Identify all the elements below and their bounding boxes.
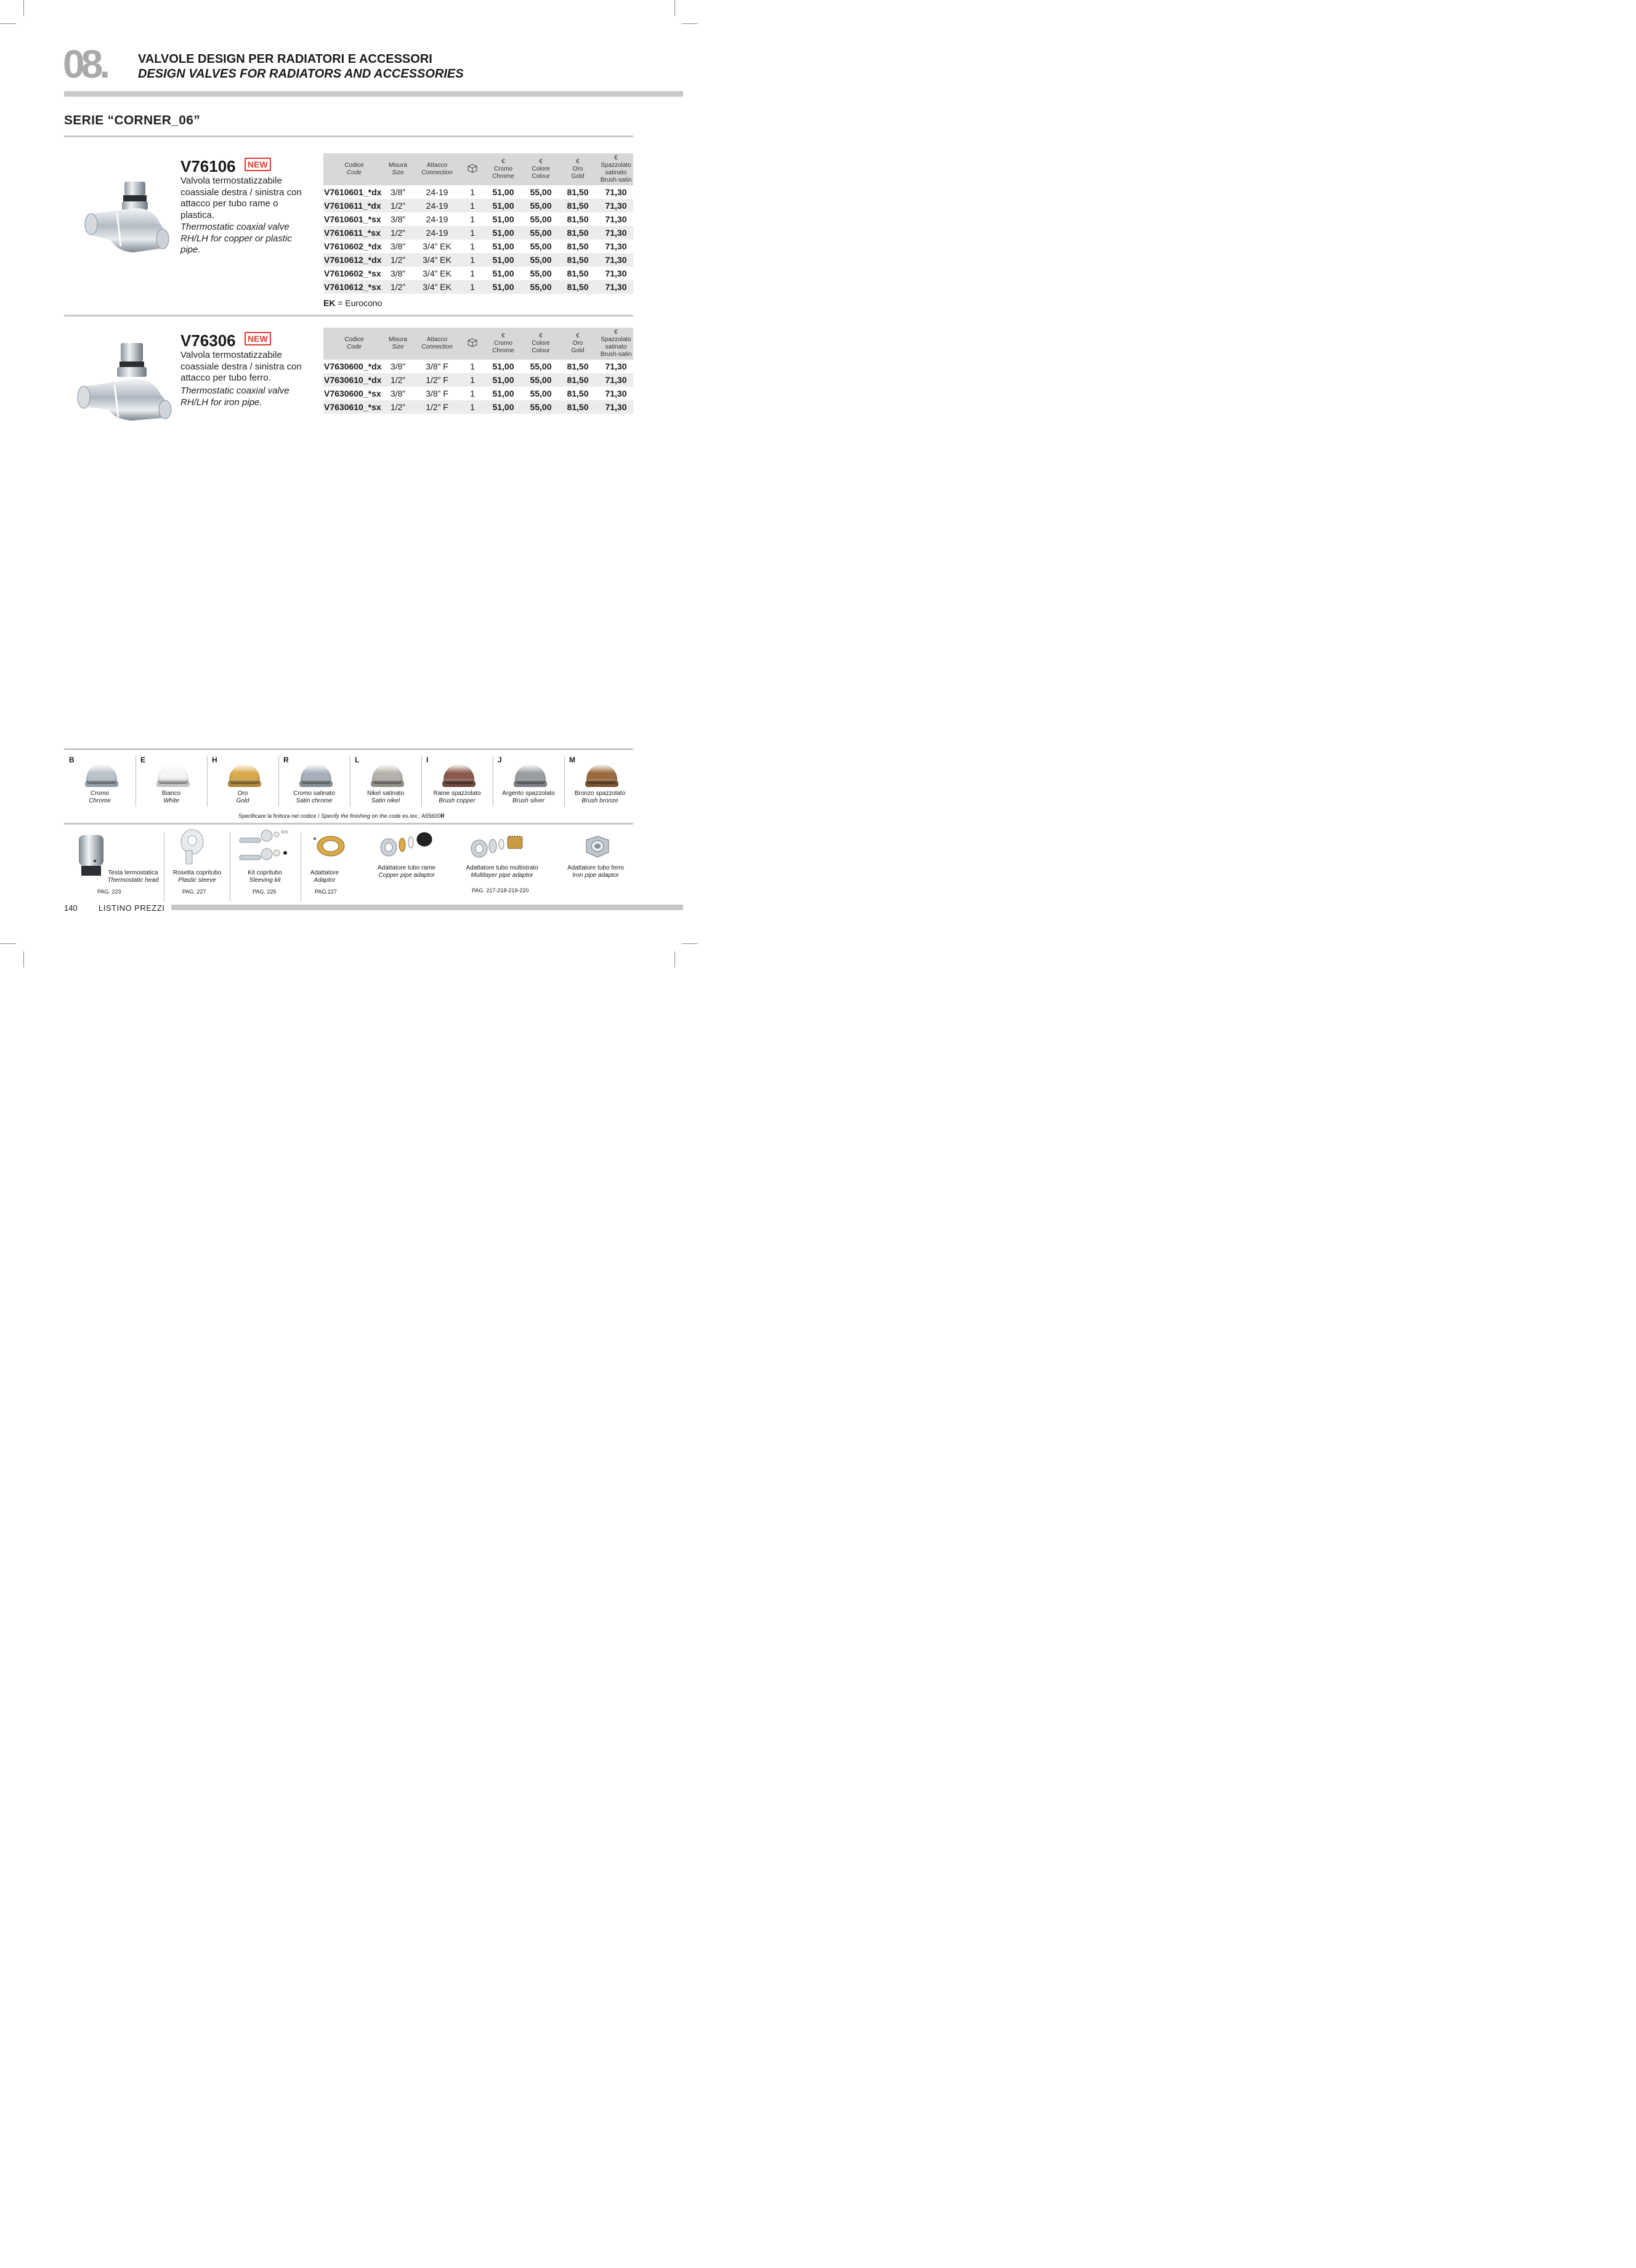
col-gold: € Oro Gold: [557, 328, 599, 360]
accessory-name-en: Multilayer pipe adaptor: [471, 872, 533, 879]
col-chrome: € Cromo Chrome: [482, 328, 525, 360]
col-code: Codice Code: [323, 153, 385, 185]
crop-mark: [0, 23, 16, 24]
cell-code: V7630600_*dx: [324, 361, 382, 371]
cell-connection: 3/4” EK: [423, 241, 452, 251]
table-row: [323, 212, 633, 226]
series-divider: [64, 135, 633, 137]
col-brush: € Spazzolato satinato Brush-satin: [599, 153, 633, 185]
finish-code-letter: I: [426, 756, 429, 764]
accessory-page-ref: PAG. 227: [182, 889, 206, 895]
finish-swatch: [564, 753, 636, 809]
cell-code: V7610601_*dx: [324, 187, 382, 197]
accessory-name-en: Plastic sleeve: [178, 877, 216, 884]
cell-price-colour: 55,00: [525, 400, 557, 414]
col-connection: Attacco Connection: [411, 328, 463, 360]
product-image-v76306: [75, 342, 180, 422]
cell-size: 3/8”: [390, 214, 406, 224]
accessory-page-ref: PAG.227: [315, 889, 337, 895]
accessory-name-it: Adattatore: [310, 870, 339, 876]
cell-price-gold: 81,50: [557, 226, 599, 240]
finish-note: Specificare la finitura nel codice / Specify the finishing on the code es./ex.: A55600R: [238, 813, 445, 819]
product-image-v76106: [80, 172, 179, 256]
finish-code-letter: H: [212, 756, 217, 764]
cell-package: 1: [463, 400, 482, 414]
cell-price-gold: 81,50: [557, 400, 599, 414]
cell-package: 1: [463, 226, 482, 240]
cell-price-brush: 71,30: [599, 280, 633, 294]
thermostatic-head-image: [76, 833, 107, 879]
cell-size: 3/8”: [390, 268, 406, 278]
cell-size: 3/8”: [390, 187, 406, 197]
accessory-page-ref: PAG. 217-218-219-220: [472, 887, 529, 894]
finish-cap-image: [586, 764, 617, 788]
cell-package: 1: [470, 187, 475, 197]
finish-name-en: Brush silver: [512, 797, 545, 804]
finish-cap-image: [515, 764, 546, 788]
table-row: [323, 400, 633, 414]
chapter-title-en: DESIGN VALVES FOR RADIATORS AND ACCESSORIES: [138, 67, 464, 81]
cell-price-brush: 71,30: [599, 400, 633, 414]
cell-package: 1: [470, 361, 475, 371]
cell-code: V7610602_*sx: [324, 268, 381, 278]
cell-price-gold: 81,50: [557, 280, 599, 294]
cell-price-colour: 55,00: [525, 373, 557, 387]
cell-price-gold: 81,50: [567, 268, 589, 278]
cell-size: 3/8”: [390, 361, 406, 371]
cell-connection: 3/8” F: [426, 361, 448, 371]
finish-code-letter: J: [498, 756, 502, 764]
price-table-v76106: [323, 153, 633, 294]
eurocono-note: EK = Eurocono: [323, 298, 383, 308]
cell-price-chrome: 51,00: [492, 361, 514, 371]
accessory-name-it: Testa termostatica: [108, 870, 158, 876]
finish-code-letter: E: [140, 756, 146, 764]
cell-price-chrome: 51,00: [482, 280, 525, 294]
col-size: Misura Size: [385, 153, 411, 185]
product-description-it: Valvola termostatizzabile coassiale destra / sinistra con attacco per tubo rame o plastica.: [180, 176, 302, 220]
accessory-name-en: Copper pipe adaptor: [378, 872, 435, 879]
table-row: [323, 387, 633, 400]
product-code-v76306: V76306: [180, 331, 236, 350]
table-header-row: [323, 328, 633, 360]
product-code-v76106: V76106: [180, 157, 236, 176]
finish-name-it: Oro: [237, 790, 248, 797]
cell-connection: 24-19: [411, 226, 463, 240]
cell-code: V7630610_*sx: [323, 400, 385, 414]
cell-code: V7630610_*dx: [323, 373, 385, 387]
accessory-page-ref: PAG. 225: [253, 889, 277, 895]
cell-price-gold: 81,50: [557, 373, 599, 387]
accessory-name-it: Rosetta copritubo: [172, 870, 222, 876]
footer-bar: [171, 905, 683, 910]
table-row: [323, 360, 633, 373]
product-description-en: Thermostatic coaxial valve RH/LH for iron pipe.: [180, 385, 290, 408]
cell-price-colour: 55,00: [530, 389, 552, 398]
accessory-name-it: Adattatore tubo ferro: [567, 865, 624, 871]
cell-connection: 1/2” F: [411, 373, 463, 387]
cell-code: V7610611_*dx: [323, 199, 385, 212]
finish-swatch: [493, 753, 564, 809]
cell-size: 3/8”: [390, 389, 406, 398]
cell-package: 1: [470, 389, 475, 398]
cell-price-gold: 81,50: [557, 253, 599, 267]
finish-swatch: [421, 753, 493, 809]
accessory-name-it: Kit copritubo: [248, 870, 282, 876]
accessory-name-it: Adattatore tubo rame: [378, 865, 435, 871]
crop-mark: [682, 943, 698, 944]
cell-code: V7630600_*sx: [324, 389, 381, 398]
cell-price-brush: 71,30: [599, 226, 633, 240]
new-badge: NEW: [245, 332, 271, 345]
cell-price-chrome: 51,00: [492, 268, 514, 278]
cell-price-chrome: 51,00: [492, 187, 514, 197]
col-size: Misura Size: [385, 328, 411, 360]
col-colour: € Colore Colour: [525, 153, 557, 185]
cell-price-chrome: 51,00: [482, 373, 525, 387]
chapter-title-it: VALVOLE DESIGN PER RADIATORI E ACCESSORI: [138, 52, 432, 66]
cell-price-brush: 71,30: [605, 241, 627, 251]
table-row: [323, 280, 633, 294]
box-icon: [467, 337, 478, 347]
cell-connection: 24-19: [411, 199, 463, 212]
cell-price-colour: 55,00: [530, 361, 552, 371]
finishes-top-divider: [64, 748, 633, 750]
table-row: [323, 199, 633, 212]
cell-price-colour: 55,00: [530, 241, 552, 251]
cell-price-brush: 71,30: [605, 187, 627, 197]
crop-mark: [23, 0, 24, 16]
separator: [207, 756, 208, 807]
finish-cap-image: [301, 764, 331, 788]
cell-price-chrome: 51,00: [492, 214, 514, 224]
accessory-name-en: Adaptor: [314, 877, 336, 884]
cell-size: 3/8”: [390, 241, 406, 251]
cell-price-colour: 55,00: [525, 280, 557, 294]
cell-connection: 3/4” EK: [411, 253, 463, 267]
finish-code-letter: R: [283, 756, 289, 764]
cell-price-brush: 71,30: [605, 389, 627, 398]
cell-connection: 1/2” F: [411, 400, 463, 414]
multilayer-pipe-adaptor-image: [469, 833, 531, 863]
finish-name-it: Bianco: [161, 790, 181, 797]
cell-size: 1/2”: [385, 373, 411, 387]
col-colour: € Colore Colour: [525, 328, 557, 360]
separator: [564, 756, 565, 807]
cell-connection: 3/8” F: [426, 389, 448, 398]
cell-price-chrome: 51,00: [482, 199, 525, 212]
finish-code-letter: B: [69, 756, 75, 764]
cell-price-colour: 55,00: [525, 199, 557, 212]
finish-swatch: [207, 753, 278, 809]
copper-pipe-adaptor-image: [379, 830, 434, 861]
cell-price-colour: 55,00: [530, 214, 552, 224]
col-connection: Attacco Connection: [411, 153, 463, 185]
cell-price-chrome: 51,00: [492, 389, 514, 398]
col-chrome: € Cromo Chrome: [482, 153, 525, 185]
cell-code: V7610601_*sx: [324, 214, 381, 224]
page-number: 140: [64, 903, 78, 913]
finish-name-en: Satin chrome: [296, 797, 333, 804]
cell-package: 1: [470, 268, 475, 278]
finish-cap-image: [86, 764, 117, 788]
price-table-v76306: [323, 328, 633, 414]
finish-name-en: Gold: [236, 797, 249, 804]
finish-name-it: Cromo: [90, 790, 109, 797]
cell-price-brush: 71,30: [605, 361, 627, 371]
table-row: [323, 240, 633, 253]
col-code: Codice Code: [323, 328, 385, 360]
crop-mark: [674, 0, 675, 16]
cell-price-gold: 81,50: [557, 199, 599, 212]
accessory-page-ref: PAG. 223: [97, 889, 121, 895]
cell-price-gold: 81,50: [567, 187, 589, 197]
cell-code: V7610602_*dx: [324, 241, 382, 251]
table-row: [323, 267, 633, 280]
cell-price-chrome: 51,00: [492, 241, 514, 251]
cell-size: 1/2”: [385, 253, 411, 267]
finish-swatch: [136, 753, 207, 809]
cell-code: V7610612_*sx: [323, 280, 385, 294]
cell-price-gold: 81,50: [567, 389, 589, 398]
new-badge: NEW: [245, 158, 271, 171]
finish-cap-image: [158, 764, 188, 788]
cell-package: 1: [463, 373, 482, 387]
iron-pipe-adaptor-image: [581, 834, 612, 861]
cell-price-gold: 81,50: [567, 214, 589, 224]
crop-mark: [23, 951, 24, 967]
cell-price-gold: 81,50: [567, 361, 589, 371]
series-title: SERIE “CORNER_06”: [64, 113, 200, 127]
sleeving-kit-image: [237, 828, 299, 866]
cell-size: 1/2”: [385, 400, 411, 414]
box-icon: [467, 163, 478, 173]
finish-name-en: Chrome: [89, 797, 111, 804]
finish-name-it: Cromo satinato: [293, 790, 335, 797]
cell-price-gold: 81,50: [567, 241, 589, 251]
finish-cap-image: [372, 764, 403, 788]
separator: [278, 756, 279, 807]
cell-connection: 3/4” EK: [411, 280, 463, 294]
chapter-number: 08.: [63, 42, 107, 86]
cell-connection: 3/4” EK: [423, 268, 452, 278]
cell-price-brush: 71,30: [599, 199, 633, 212]
accessory-name-en: Sleeving kit: [249, 877, 281, 884]
crop-mark: [682, 23, 698, 24]
cell-price-colour: 55,00: [525, 226, 557, 240]
col-package: [463, 328, 482, 360]
col-brush: € Spazzolato satinato Brush-satin: [599, 328, 633, 360]
col-package: [463, 153, 482, 185]
product-description-en: Thermostatic coaxial valve RH/LH for copper or plastic pipe.: [180, 222, 292, 255]
cell-size: 1/2”: [385, 280, 411, 294]
cell-size: 1/2”: [385, 226, 411, 240]
accessory-name-it: Adattatore tubo multistrato: [466, 865, 538, 871]
accessory-name-en: Iron pipe adaptor: [572, 872, 619, 879]
cell-price-colour: 55,00: [530, 268, 552, 278]
finish-name-en: Satin nikel: [371, 797, 400, 804]
finish-swatch: [278, 753, 350, 809]
finish-cap-image: [443, 764, 474, 788]
product-description-it: Valvola termostatizzabile coassiale destra / sinistra con attacco per tubo ferro.: [180, 350, 302, 383]
finish-swatch: [64, 753, 136, 809]
finish-name-en: Brush bronze: [581, 797, 618, 804]
cell-package: 1: [470, 241, 475, 251]
header-divider: [64, 91, 683, 97]
cell-package: 1: [470, 214, 475, 224]
product-divider: [64, 315, 633, 317]
cell-price-colour: 55,00: [530, 187, 552, 197]
table-row: [323, 373, 633, 387]
cell-package: 1: [463, 280, 482, 294]
plastic-sleeve-image: [172, 828, 209, 866]
finish-code-letter: M: [569, 756, 575, 764]
cell-price-chrome: 51,00: [482, 400, 525, 414]
crop-mark: [674, 951, 675, 967]
cell-size: 1/2”: [385, 199, 411, 212]
cell-package: 1: [463, 199, 482, 212]
accessory-name-en: Thermostatic head: [107, 877, 159, 884]
finishes-bottom-divider: [64, 823, 633, 825]
finish-name-en: Brush copper: [439, 797, 476, 804]
table-row: [323, 226, 633, 240]
cell-connection: 24-19: [426, 214, 448, 224]
cell-code: V7610611_*sx: [323, 226, 385, 240]
table-row: [323, 253, 633, 267]
cell-price-brush: 71,30: [599, 253, 633, 267]
cell-connection: 24-19: [426, 187, 448, 197]
finish-swatch: [350, 753, 421, 809]
cell-price-chrome: 51,00: [482, 253, 525, 267]
finish-name-it: Nikel satinato: [366, 790, 405, 797]
finish-name-it: Argento spazzolato: [502, 790, 555, 797]
finish-name-it: Bronzo spazzolato: [574, 790, 626, 797]
table-row: [323, 185, 633, 199]
page-label: LISTINO PREZZI: [99, 903, 165, 913]
cell-package: 1: [463, 253, 482, 267]
finish-cap-image: [229, 764, 260, 788]
finish-name-it: Rame spazzolato: [433, 790, 481, 797]
table-header-row: [323, 153, 633, 185]
separator: [421, 756, 422, 807]
cell-price-colour: 55,00: [525, 253, 557, 267]
cell-code: V7610612_*dx: [323, 253, 385, 267]
cell-price-brush: 71,30: [605, 268, 627, 278]
adaptor-image: [311, 831, 348, 862]
cell-price-brush: 71,30: [599, 373, 633, 387]
col-gold: € Oro Gold: [557, 153, 599, 185]
cell-price-brush: 71,30: [605, 214, 627, 224]
crop-mark: [0, 943, 16, 944]
finish-code-letter: L: [355, 756, 360, 764]
cell-price-chrome: 51,00: [482, 226, 525, 240]
finish-name-en: White: [163, 797, 179, 804]
